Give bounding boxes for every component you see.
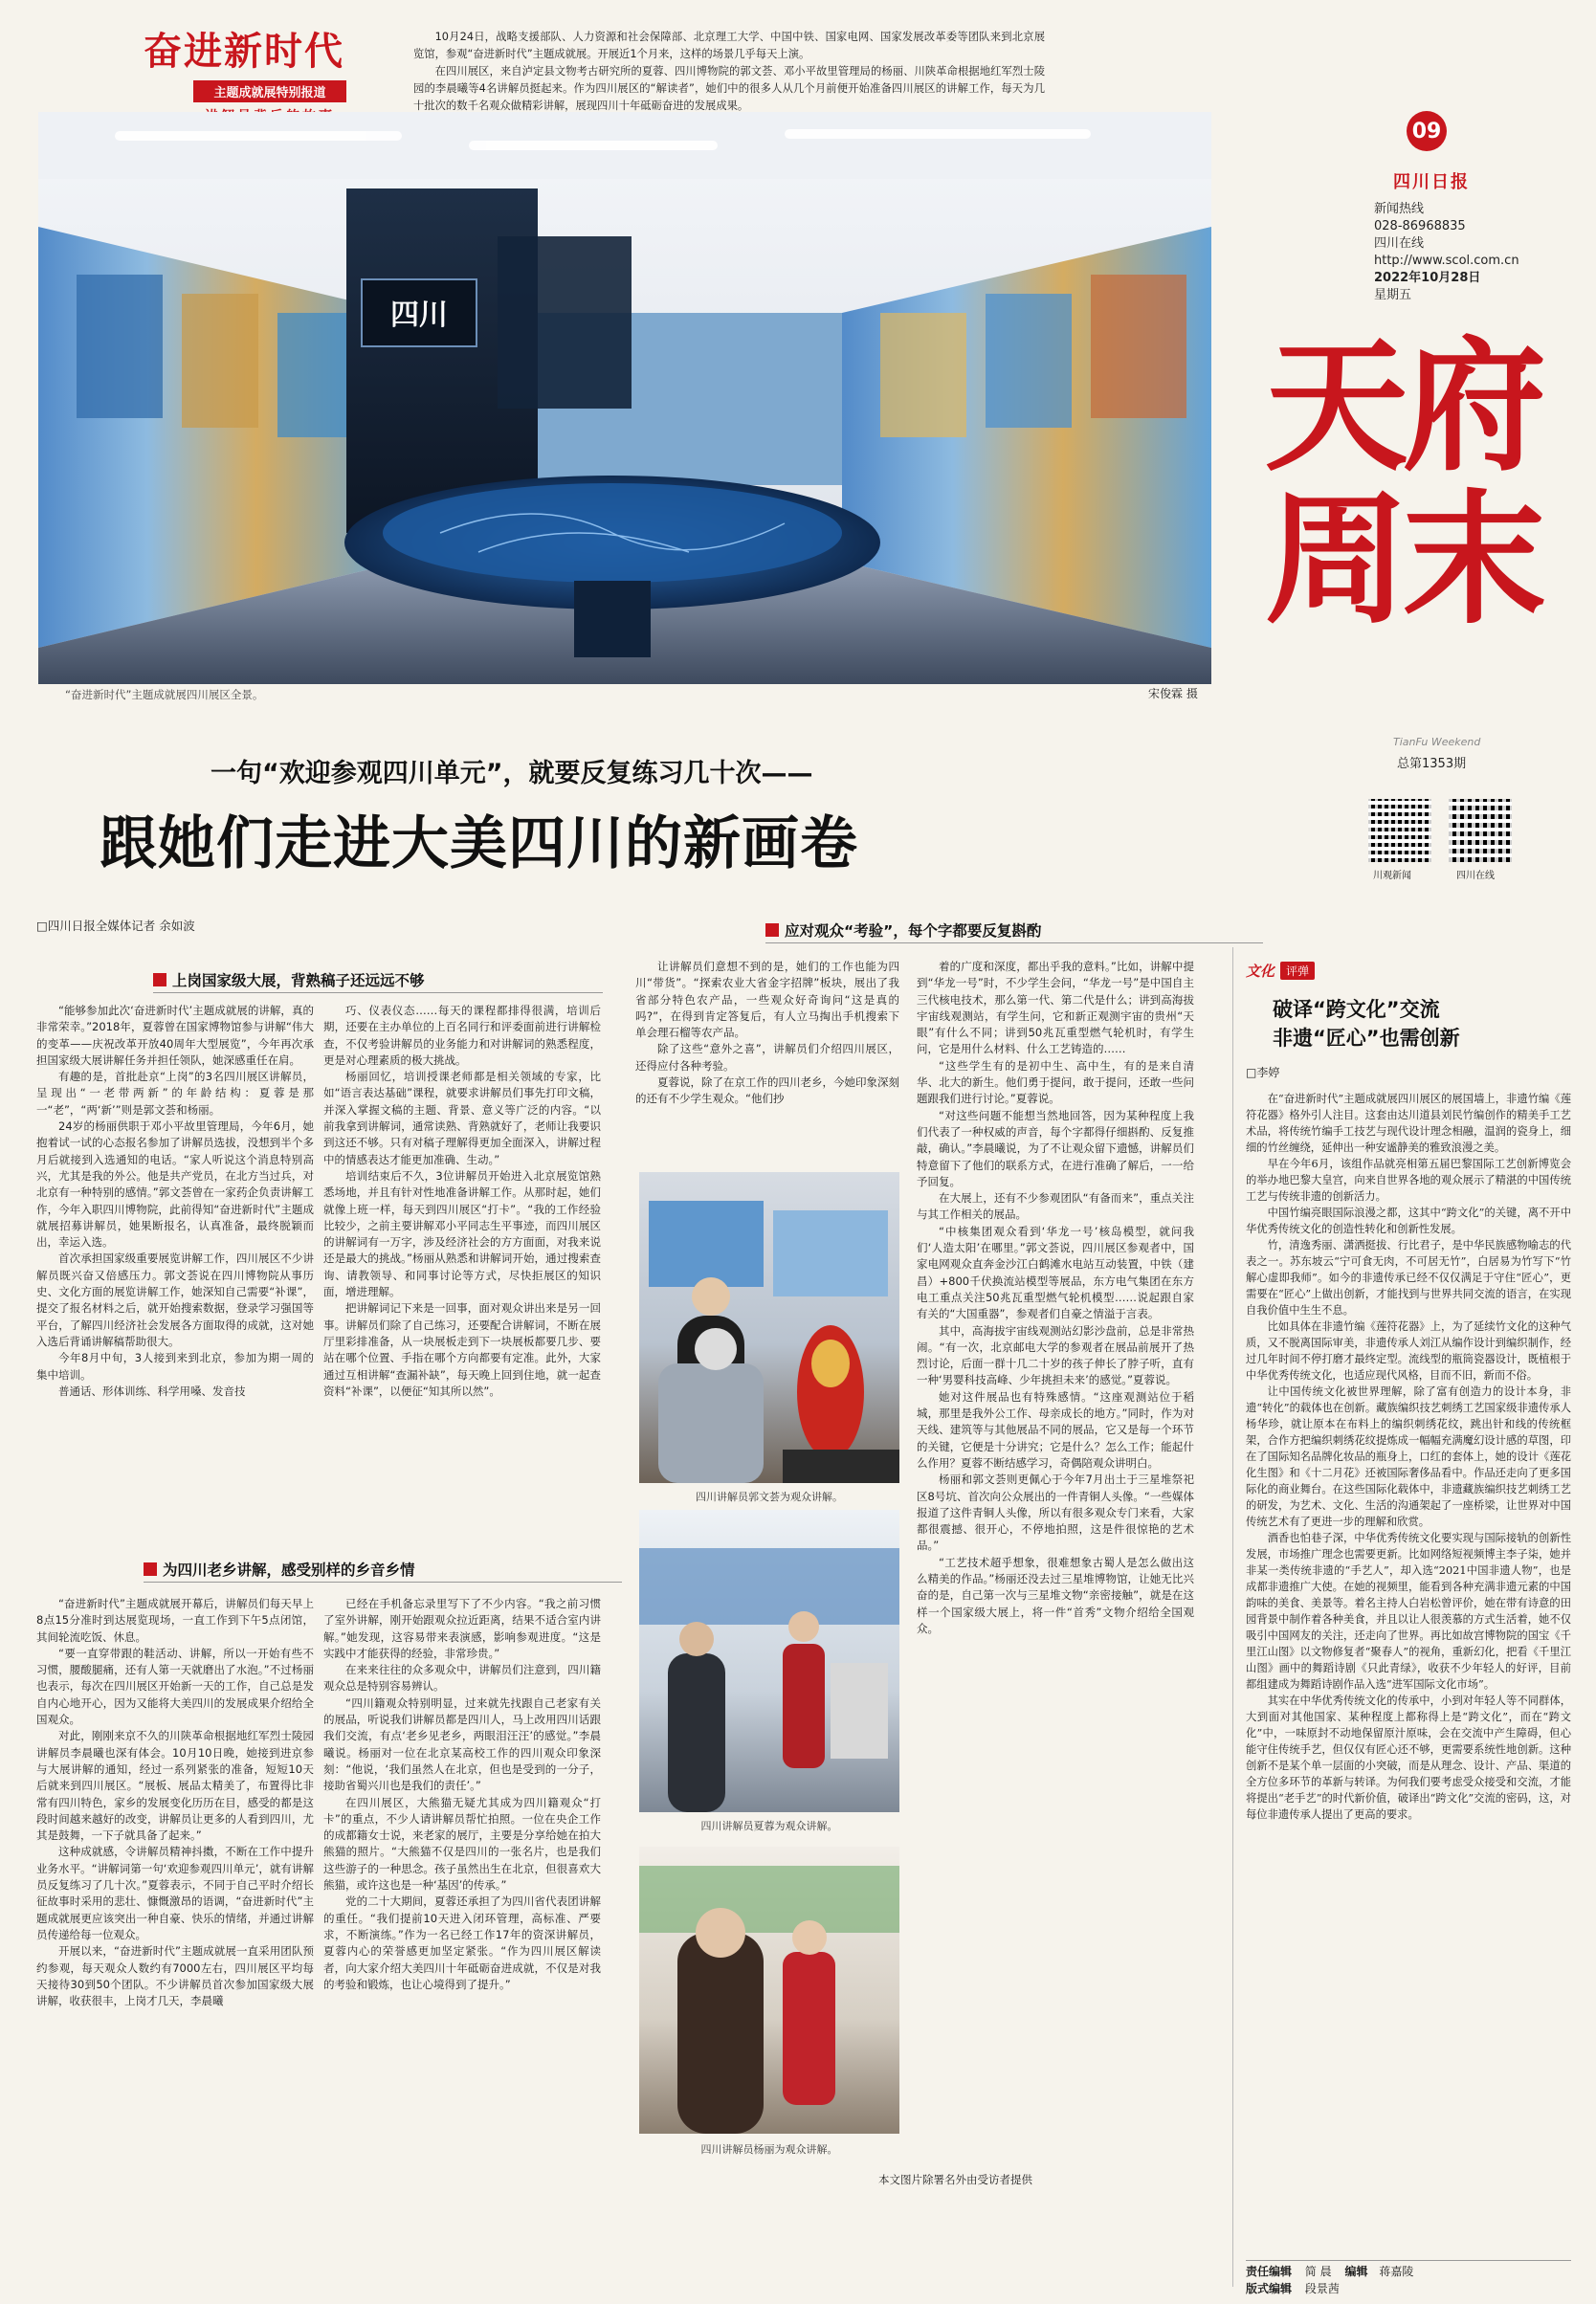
- photo-xia-rong: [639, 1510, 899, 1812]
- article-col-4: 着的广度和深度，都出乎我的意料。”比如，讲解中提到“华龙一号”时，不少学生会问，“华龙一号”是中国自主三代核电技术，那么第一代、第二代是什么；讲到高海拔宇宙线观测站，有学生问，它和新正观测宇宙的贵州“天眼”有什么不同；讲到50兆瓦重型燃气轮机时，有学生问，它是用什么材料、什么工艺铸造的…… “这些学生有的是初中生、高中生，有的是来自清华、北大的新生。他们勇于提问，敢于提问，还敢一些问题跟我们进行讨论。”夏蓉说。 “对这些问题不能想当然地回答，因为某种程度上我们代表了一种权威的声音，每个字都得仔细斟酌、反复推敲，确认。”李晨曦说，为了不让观众留下遗憾，讲解员们特意留下了他们的联系方式，在进行准确了解后，一一给予回复。 在大展上，还有不少参观团队“有备而来”，重点关注与其工作相关的展品。 “中核集团观众看到‘华龙一号’核岛模型，就问我们‘人造太阳’在哪里。”郭文荟说，四川展区参观者中，国家电网观众直奔金沙江白鹤滩水电站互动装置，中铁（建昌）+800千伏换流站模型等展品，东方电气集团在东方电工重点关注50兆瓦重型燃气轮机模型……说起跟自家有关的“大国重器”，参观者们自豪之情溢于言表。 其中，高海拔宇宙线观测站幻影沙盘前，总是非常热闹。“有一次，北京邮电大学的参观者在展品前展开了热烈讨论，后面一群十几二十岁的孩子伸长了脖子听，直有一种‘男婴科技高峰、少年挑担未来’的感觉。”夏蓉说。 她对这件展品也有特殊感情。“这座观测站位于稻城，那里是我外公工作、母亲成长的地方。”同时，作为对天线、建筑等与其他展品不同的展品，它又是每一个环节的关键，它便是十分讲究；它是什么？怎么工作；能起什么作用？夏蓉不断结感学习，奇偶陪观众讲明白。 杨丽和郭文荟则更佩心于今年7月出土于三星堆祭祀区8号坑、首次向公众展出的一件青铜人头像。“一些媒体报道了这件青铜人头像，所以有很多观众专门来看，大家都很震撼、很开心，不停地拍照，这是件很惊艳的艺术品。” “工艺技术超乎想象，很难想象古蜀人是怎么做出这么精美的作品。”杨丽还没去过三星堆博物馆，让她无比兴奋的是，自己第一次与三星堆文物“亲密接触”，就是在这样一个国家级大展上，将一件“首秀”文物介绍给全国观众。: [917, 960, 1194, 1635]
- section-subtitle: 主题成就展特别报道: [193, 80, 346, 102]
- issue-total: 总第1353期: [1397, 757, 1467, 771]
- photo-guo-wenhui: [639, 1172, 899, 1483]
- sidebar-tag: 文化: [1246, 963, 1275, 980]
- article-col-2: 巧、仪表仪态……每天的课程都排得很满，培训后期，还要在主办单位的上百名同行和评委面前进行讲解检查，不仅考验讲解员的业务能力和对讲解词的熟悉程度，更是对心理素质的极大挑战。 杨丽回忆，培训授课老师都是相关领域的专家，比如“语言表达基础”课程，就要求讲解员们事先打印文稿，并深入掌握文稿的主题、背景、意义等广泛的内容。“以前我拿到讲解词，通常读熟、背熟就好了，老师让我要识到这还不够。只有对稿子理解得更加全面深入，讲解过程中的情感表达才能更加准确、生动。” 培训结束后不久，3位讲解员开始进入北京展览馆熟悉场地，并且有针对性地准备讲解工作。从那时起，她们就像上班一样，每天到四川展区“打卡”。“我的工作经验比较少，之前主要讲解邓小平同志生平事迹，而四川展区的讲解词有一万字，涉及经济社会的方方面面，对我来说还是最大的挑战。”杨丽从熟悉和讲解词开始，通过搜索查询、请教领导、和同事讨论等方式，尽快拒展区的知识面，增进理解。 把讲解词记下来是一回事，面对观众讲出来是另一回事。讲解员们除了自己练习，还要配合讲解词，不断在展厅里彩排准备，从一块展板走到下一块展板都要几步、要站在哪个位置、手指在哪个方向都要有定准。此外，大家通过互相讲解“查漏补缺”，每天晚上回到住地，就一起查资料“补课”，以便征“知其所以然”。: [323, 1004, 601, 1398]
- section-head-1: 上岗国家级大展，背熟稿子还远远不够: [153, 968, 603, 991]
- headline-main: 跟她们走进大美四川的新画卷: [100, 810, 858, 877]
- hero-credit: 宋俊霖 摄: [1148, 687, 1198, 700]
- byline: □四川日报全媒体记者 余如波: [36, 919, 195, 933]
- sidebar-title: [1273, 995, 1460, 1052]
- section-title: 奋进新时代: [144, 29, 344, 74]
- section-marker: [153, 973, 166, 986]
- sidebar-body: 在“奋进新时代”主题成就展四川展区的展国墙上，非遗竹编《莲符花器》格外引人注目。这套由达川道县刘民竹编创作的精美手工艺术品，将传统竹编手工技艺与现代设计理念相融，温润的瓷身上，细细的竹丝缠绕，延伸出一种安谧静美的雅致浪漫之美。 早在今年6月，该组作品就亮相第五届巴黎国际工艺创新博览会的举办地巴黎大皇宫，向来自世界各地的观众展示了精湛的中国传统工艺与传统非遗的创新活力。 中国竹编亮眼国际浪漫之都，这其中“跨文化”的关键，离不开中华优秀传统文化的创造性转化和创新性发展。 竹，清逸秀丽、潇洒挺拔、行比君子，是中华民族感物喻志的代表之一。苏东坡云“宁可食无肉，不可居无竹”，白居易为竹写下“竹解心虚即我师”。如今的非遗传承已经不仅仅满足于守住“匠心”，更需要在“匠心”上做出创新，才能找到与世界共同交流的语言，在实现自我价值中生生不息。 比如具体在非遗竹编《莲符花器》上，为了延续竹文化的这种气质，又不脱离国际审美，非遗传承人刘江从编作设计到编织制作，经过几年时间不停打磨才最终定型。流线型的瓶筒瓷器设计，既植根于中华优秀传统文化，也适应现代风格，目而不旧，新而不俗。 让中国传统文化被世界理解，除了富有创造力的设计本身，非遗“转化”的载体也在创新。藏族编织技艺刺绣工艺国家级非遗传承人杨华珍，就让原本在布料上的编织刺绣花纹，跳出针和线的传统框架，合作方把编织刺绣花纹提炼成一幅幅充满魔幻设计感的草图，印在了国际知名品牌化妆品的瓶身上，口红的套体上，她的设计《莲花化生图》和《十二月花》还被国际奢侈品看中。作品还走向了更多国际化的商业舞台。在这些国际化载体中，非遗藏族编织技艺刺绣工艺的研发，为艺术、文化、生活的沟通架起了一座桥梁，让世界对中国传统艺术有了更进一步的理解和欣赏。 酒香也怕巷子深，中华优秀传统文化要实现与国际接轨的创新性发展，市场推广理念也需要更新。比如网络短视频博主李子柒，她并非某一类传统非遗的“手艺人”，却入选“2021中国非遗人物”，也是成都非遗推广大使。在她的视频里，能看到各种充满非遗元素的中国韵味的美食、美景等。着名主持人白岩松曾评价，她在带有诗意的田园背景中制作着各种美食，并且以让人很羡慕的方式生活着，她不仅吸引中国网友的关注，还走向了世界。再比如故宫博物院的国宝《千里江山图》以文物修复者“聚春人”的视角，重新幻化，把看《千里江山图》画中的舞蹈诗剧《只此青绿》，收获不少年轻人的好评，目前都组建成为舞蹈诗剧作品入选“进军国际文化市场”。 其实在中华优秀传统文化的传承中，小到对年轻人等不同群体，大到面对其他国家、某种程度上都称得上是“跨文化”，而在“跨文化”中，一味原封不动地保留原汁原味，会在交流中产生障碍，但心能守住传统手艺，但仅仅有匠心还不够，更需要系统性地创新。这种创新不是某个单一层面的小突破，而是从理念、设计、产品、渠道的全方位多环节的革新与转译。为何我们要考虑受众接受和交流，才能将提出“老手艺”的时代新价值，破译出“跨文化”交流的密码，这，对每位非遗传承人提出了更高的要求。: [1246, 1093, 1571, 1821]
- photo-caption-3: 四川讲解员杨丽为观众讲解。: [700, 2143, 838, 2156]
- intro-text: 10月24日，战略支援部队、人力资源和社会保障部、北京理工大学、中国中铁、国家电网、国家发展改革委等团队来到北京展览馆，参观“奋进新时代”主题成就展。开展近1个月来，这样的场景几乎每天上演。 在四川展区，来自泸定县文物考古研究所的夏蓉、四川博物院的郭文荟、邓小平故里管理局的杨丽、川陕革命根据地红军烈士陵园的李晨曦等4名讲解员挺起来。作为四川展区的“解读者”，她们中的很多人从几个月前便开始准备四川展区的讲解工作，每天为几十批次的数千名观众做精彩讲解，展现四川十年砥砺奋进的发展成果。: [413, 31, 1045, 112]
- weekend-title: 天府周末: [1265, 322, 1541, 644]
- sidebar-footer: [1246, 2260, 1571, 2297]
- article-col-6: 已经在手机备忘录里写下了不少内容。“我之前习惯了室外讲解，刚开始跟观众拉近距离，结果不适合室内讲解。”她发现，这容易带来表演感，影响参观进度。“这是实践中才能获得的经验，非常珍贵。” 在来来往往的众多观众中，讲解员们注意到，四川籍观众总是特别容易辨认。 “四川籍观众特别明显，过来就先找跟自己老家有关的展品，听说我们讲解员都是四川人，马上改用四川话跟我们交流，有点‘老乡见老乡，两眼泪汪汪’的感觉。”李晨曦说。杨丽对一位在北京某高校工作的四川观众印象深刻：“他说，‘我们虽然人在北京，但也是受到的一分子，接助省蜀兴川也是我们的责任’。” 在四川展区，大熊猫无疑尤其成为四川籍观众“打卡”的重点，不少人请讲解员帮忙拍照。一位在央企工作的成都籍女士说，来老家的展厅，主要是分享给她在拍大熊猫的照片。“大熊猫不仅是四川的一张名片，也是我们这些游子的一种思念。孩子虽然出生在北京，但很喜欢大熊猫，或许这也是一种‘基因’的传承。” 党的二十大期间，夏蓉还承担了为四川省代表团讲解的重任。“我们提前10天进入闭环管理，高标准、严要求，不断演练。”作为一名已经工作17年的资深讲解员，夏蓉内心的荣誉感更加坚定紧张。“作为四川展区解读者，向大家介绍大美四川十年砥砺奋进成就，不仅是对我的考验和锻炼，也让心境得到了提升。”: [323, 1597, 601, 1991]
- hotline-number: 028-86968835: [1374, 219, 1466, 233]
- sidebar-title-line1: 破译“跨文化”交流: [1273, 998, 1440, 1021]
- section-marker: [765, 923, 779, 937]
- paper-name: 四川日报: [1393, 172, 1470, 192]
- headline-kicker: 一句“欢迎参观四川单元”，就要反复练习几十次——: [211, 759, 813, 788]
- photo-caption-2: 四川讲解员夏蓉为观众讲解。: [700, 1820, 838, 1832]
- footer-layout-label: 版式编辑: [1246, 2282, 1293, 2295]
- sidebar-tag2: 评弹: [1280, 962, 1315, 980]
- photo-note: 本文图片除署名外由受访者提供: [878, 2173, 1032, 2186]
- qr-code-right-overlay: [1449, 799, 1512, 862]
- sidebar-byline: □李婷: [1246, 1066, 1280, 1079]
- section-head-3: 应对观众“考验”，每个字都要反复斟酌: [765, 919, 1263, 942]
- page-number-badge: [1407, 111, 1447, 151]
- hero-photo: [38, 112, 1211, 684]
- page-number: 09: [1411, 119, 1442, 144]
- issue-date: 2022年10月28日: [1374, 271, 1481, 285]
- exhibition-hall-illustration: [38, 112, 1211, 684]
- sidebar-divider: [1232, 947, 1233, 2287]
- hotline-label: 新闻热线: [1374, 202, 1425, 216]
- hall-sign-text: 四川: [390, 299, 448, 332]
- section-head-2: 为四川老乡讲解，感受别样的乡音乡情: [144, 1558, 622, 1581]
- site-url: http://www.scol.com.cn: [1374, 254, 1519, 268]
- issue-weekday: 星期五: [1374, 288, 1412, 302]
- footer-layout-name: 段景茜: [1304, 2282, 1340, 2295]
- weekend-en: TianFu Weekend: [1393, 736, 1481, 748]
- qr-code-left-overlay: [1368, 799, 1431, 862]
- article-col-1: “能够参加此次‘奋进新时代’主题成就展的讲解，真的非常荣幸。”2018年，夏蓉曾在国家博物馆参与讲解“伟大的变革——庆祝改革开放40周年大型展览”，今年再次承担国家级大展讲解任务并担任领队，她深感重任在肩。 有趣的是，首批赴京“上岗”的3名四川展区讲解员，呈现出“一老带两新”的年龄结构：夏蓉是那一“老”，“两‘新’”则是郭文荟和杨丽。 24岁的杨丽供职于邓小平故里管理局，今年6月，她抱着试一试的心态报名参加了讲解员选拔，没想到半个多月后就接到入选通知的电话。“家人听说这个消息特别高兴，尤其是我的外公。他是共产党员，在北方当过兵，对北京有一种特别的感情。”郭文荟曾在一家药企负责讲解工作，今年入职四川博物院，此前得知“奋进新时代”主题成就展招募讲解员，她果断报名，认真准备，最终脱颖而出，幸运入选。 首次承担国家级重要展览讲解工作，四川展区不少讲解员既兴奋又倍感压力。郭文荟说在四川博物院从事历史、文化方面的展览讲解工作，她深知自己需要“补课”，提交了报名材料之后，就开始搜索数据，登录学习强国等平台，了解四川经济社会发展各方面取得的成就，这对她入选后背诵讲解稿帮助很大。 今年8月中旬，3人接到来到北京，参加为期一周的集中培训。 普通话、形体训练、科学用嗓、发音技: [36, 1004, 314, 1398]
- article-col-3: 让讲解员们意想不到的是，她们的工作也能为四川“带货”。“探索农业大省金字招牌”板块，展出了我省部分特色农产品，一些观众好奇询问“这是真的吗?”，在得到肯定答复后，有人立马掏出手机搜索下单会理石榴等农产品。 除了这些“意外之喜”，讲解员们介绍四川展区，还得应付各种考验。 夏蓉说，除了在京工作的四川老乡，今她印象深刻的还有不少学生观众。“他们抄: [635, 960, 899, 1106]
- qr-label-right: 四川在线: [1456, 871, 1495, 881]
- article-col-5: “奋进新时代”主题成就展开幕后，讲解员们每天早上8点15分准时到达展览现场，一直工作到下午5点闭馆，其间轮流吃饭、休息。 “要一直穿带跟的鞋活动、讲解，所以一开始有些不习惯，腰酸腿痛，还有人第一天就磨出了水泡。”不过杨丽也表示，每次在四川展区开始新一天的工作，自己总是发自内心地开心，因为又能将大美四川的发展成果介绍给全国观众。 对此，刚刚来京不久的川陕革命根据地红军烈士陵园讲解员李晨曦也深有体会。10月10日晚，她接到进京参与大展讲解的通知，经过一系列紧张的准备，短短10天后就来到四川展区。“展板、展品太精美了，布置得比非常有四川特色，家乡的发展变化历历在目，感受的都是这段时间越来越好的改变，讲解员让更多的人看到四川，尤其是鼓舞，一下子就具备了起来。” 这种成就感，令讲解员精神抖擞，不断在工作中提升业务水平。“讲解词第一句‘欢迎参观四川单元’，就有讲解员反复练习了几十次。”夏蓉表示，不同于自己平时介绍长征故事时采用的悲壮、慷慨激昂的语调，“奋进新时代”主题成就展更应该突出一种自豪、快乐的情绪，并通过讲解员传递给每一位观众。 开展以来，“奋进新时代”主题成就展一直采用团队预约参观，每天观众人数约有7000左右，四川展区平均每天接待30到50个团队。不少讲解员首次参加国家级大展讲解，收获很丰，上岗才几天，李晨曦: [36, 1597, 314, 2008]
- sidebar-tag-row: [1246, 961, 1315, 981]
- hero-caption: “奋进新时代”主题成就展四川展区全景。: [65, 688, 264, 701]
- sidebar-title-line2: 非遗“匠心”也需创新: [1273, 1027, 1460, 1050]
- footer-editor-name: 简 晨: [1304, 2265, 1332, 2278]
- photo-yang-li: [639, 1847, 899, 2134]
- footer-editor2-name: 蒋嘉陵: [1379, 2265, 1414, 2278]
- qr-label-left: 川观新闻: [1373, 871, 1411, 881]
- section-marker: [144, 1562, 157, 1576]
- online-label: 四川在线: [1374, 236, 1425, 251]
- footer-editor2-label: 编辑: [1344, 2265, 1368, 2278]
- photo-caption-1: 四川讲解员郭文荟为观众讲解。: [696, 1491, 843, 1503]
- footer-editor-label: 责任编辑: [1246, 2265, 1293, 2278]
- paper-contacts: [1374, 201, 1565, 304]
